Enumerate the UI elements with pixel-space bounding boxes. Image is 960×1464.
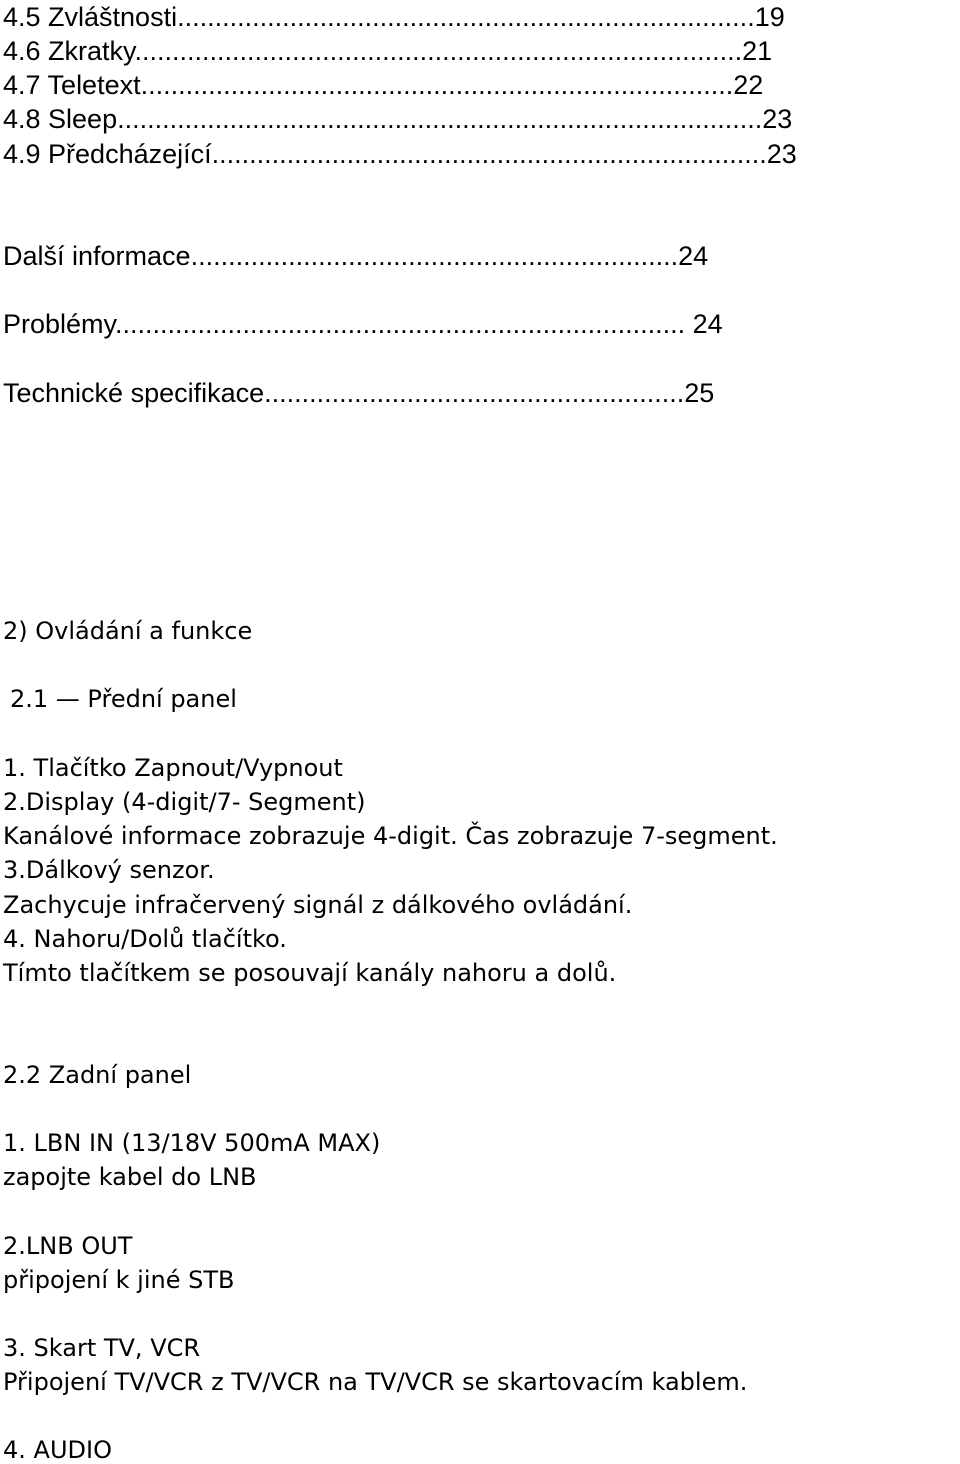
toc-entry: 4.8 Sleep......................................................................................23 xyxy=(3,104,793,134)
list-item-description: zapojte kabel do LNB xyxy=(3,1163,257,1191)
list-item: 2.LNB OUT xyxy=(3,1232,133,1260)
list-item: 3. Skart TV, VCR xyxy=(3,1334,201,1362)
toc-entry: 4.5 Zvláštnosti.............................................................................19 xyxy=(3,2,785,32)
subsection-heading: 2.2 Zadní panel xyxy=(3,1061,192,1089)
list-item: 3.Dálkový senzor. xyxy=(3,856,215,884)
list-item-description: připojení k jiné STB xyxy=(3,1266,235,1294)
toc-entry: Technické specifikace........................................................25 xyxy=(3,378,715,408)
toc-entry: 4.6 Zkratky.................................................................................21 xyxy=(3,36,773,66)
list-item: 1. LBN IN (13/18V 500mA MAX) xyxy=(3,1129,381,1157)
toc-entry: 4.7 Teletext...............................................................................22 xyxy=(3,70,764,100)
list-item-description: Kanálové informace zobrazuje 4-digit. Čas zobrazuje 7-segment. xyxy=(3,822,778,850)
list-item: 4. Nahoru/Dolů tlačítko. xyxy=(3,925,287,953)
toc-entry: 4.9 Předcházející..........................................................................23 xyxy=(3,139,797,169)
toc-entry: Další informace.................................................................24 xyxy=(3,241,709,271)
subsection-heading: 2.1 — Přední panel xyxy=(10,685,237,713)
list-item: 2.Display (4-digit/7- Segment) xyxy=(3,788,366,816)
list-item: 1. Tlačítko Zapnout/Vypnout xyxy=(3,754,343,782)
toc-entry: Problémy............................................................................ 24 xyxy=(3,309,723,339)
list-item: 4. AUDIO xyxy=(3,1436,112,1464)
list-item-description: Tímto tlačítkem se posouvají kanály nahoru a dolů. xyxy=(3,959,617,987)
list-item-description: Zachycuje infračervený signál z dálkového ovládání. xyxy=(3,891,633,919)
list-item-description: Připojení TV/VCR z TV/VCR na TV/VCR se skartovacím kablem. xyxy=(3,1368,748,1396)
section-heading: 2) Ovládání a funkce xyxy=(3,617,253,645)
